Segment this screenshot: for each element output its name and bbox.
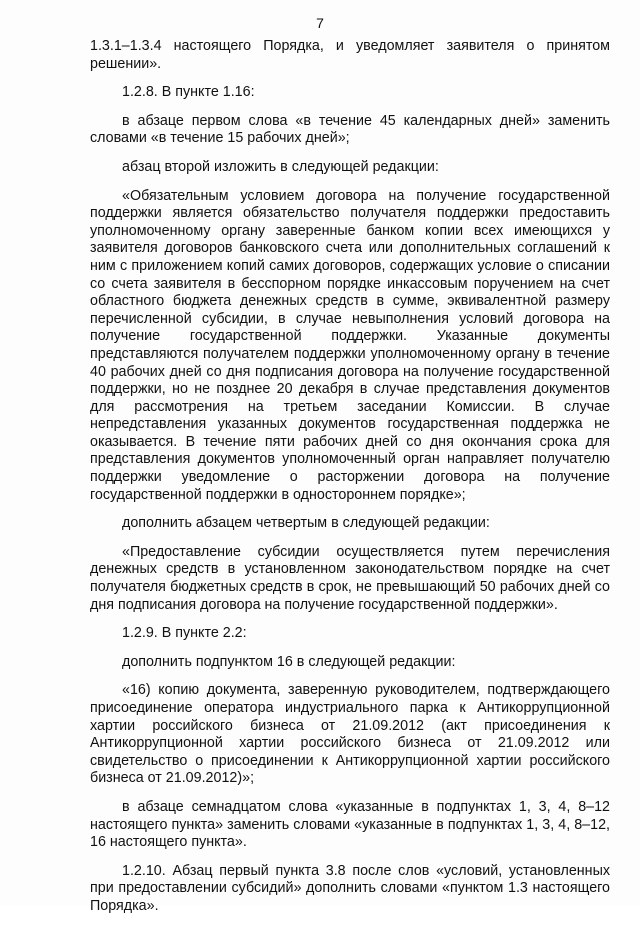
paragraph: «16) копию документа, заверенную руководителем, подтверждающего присоединение оператора индустриального парка к Антикоррупционной хартии российского бизнеса от 21.09.2012 (акт присоединения к Антикоррупционной хартии российского бизнеса от 21.09.2012 или свидетельство о присоединении к Антикоррупционной хартии российского бизнеса от 21.09.2012)»; [90,682,610,787]
paragraph: 1.2.9. В пункте 2.2: [122,625,247,642]
paragraph: абзац второй изложить в следующей редакции: [122,158,439,175]
paragraph: в абзаце семнадцатом слова «указанные в подпунктах 1, 3, 4, 8–12 настоящего пункта» заменить словами «указанные в подпунктах 1, 3, 4, 8–12, 16 настоящего пункта». [90,798,610,851]
paragraph: в абзаце первом слова «в течение 45 календарных дней» заменить словами «в течение 15 рабочих дней»; [90,112,610,147]
paragraph: дополнить абзацем четвертым в следующей редакции: [122,515,490,532]
document-body [90,38,610,927]
page-number: 7 [316,15,324,31]
paragraph: 1.3.1–1.3.4 настоящего Порядка, и уведомляет заявителя о принятом решении». [90,38,610,72]
paragraph: «Предоставление субсидии осуществляется путем перечисления денежных средств в установленном законодательством порядке на счет получателя бюджетных средств в срок, не превышающий 50 рабочих дней со дня подписания договора на получение государственной поддержки». [90,543,610,613]
paragraph: 1.2.8. В пункте 1.16: [122,84,255,101]
paragraph: 1.2.10. Абзац первый пункта 3.8 после слов «условий, установленных при предоставлении субсидий» дополнить словами «пунктом 1.3 настоящего Порядка». [90,862,610,914]
paragraph: «Обязательным условием договора на получение государственной поддержки является обязательство получателя поддержки предоставить уполномоченному органу заверенные банком копии всех имеющихся у заявителя договоров банковского счета или дополнительных соглашений к ним с приложением копий самих договоров, содержащих условие о списании со счета заявителя в бесспорном порядке инкассовым поручением на счет областного бюджета денежных средств в сумме, эквивалентной размеру перечисленной субсидии, в случае невыполнения условий договора на получение государственной поддержки. Указанные документы представляются получателем поддержки уполномоченному органу в течение 40 рабочих дней со дня подписания договора на получение государственной поддержки, но не позднее 20 декабря в случае представления документов для рассмотрения на третьем заседании Комиссии. В случае непредставления указанных документов государственная поддержка не оказывается. В течение пяти рабочих дней со дня окончания срока для представления документов уполномоченный орган направляет получателю поддержки уведомление о расторжении договора на получение государственной поддержки в одностороннем порядке»; [90,187,610,503]
paragraph: дополнить подпунктом 16 в следующей редакции: [122,653,456,670]
